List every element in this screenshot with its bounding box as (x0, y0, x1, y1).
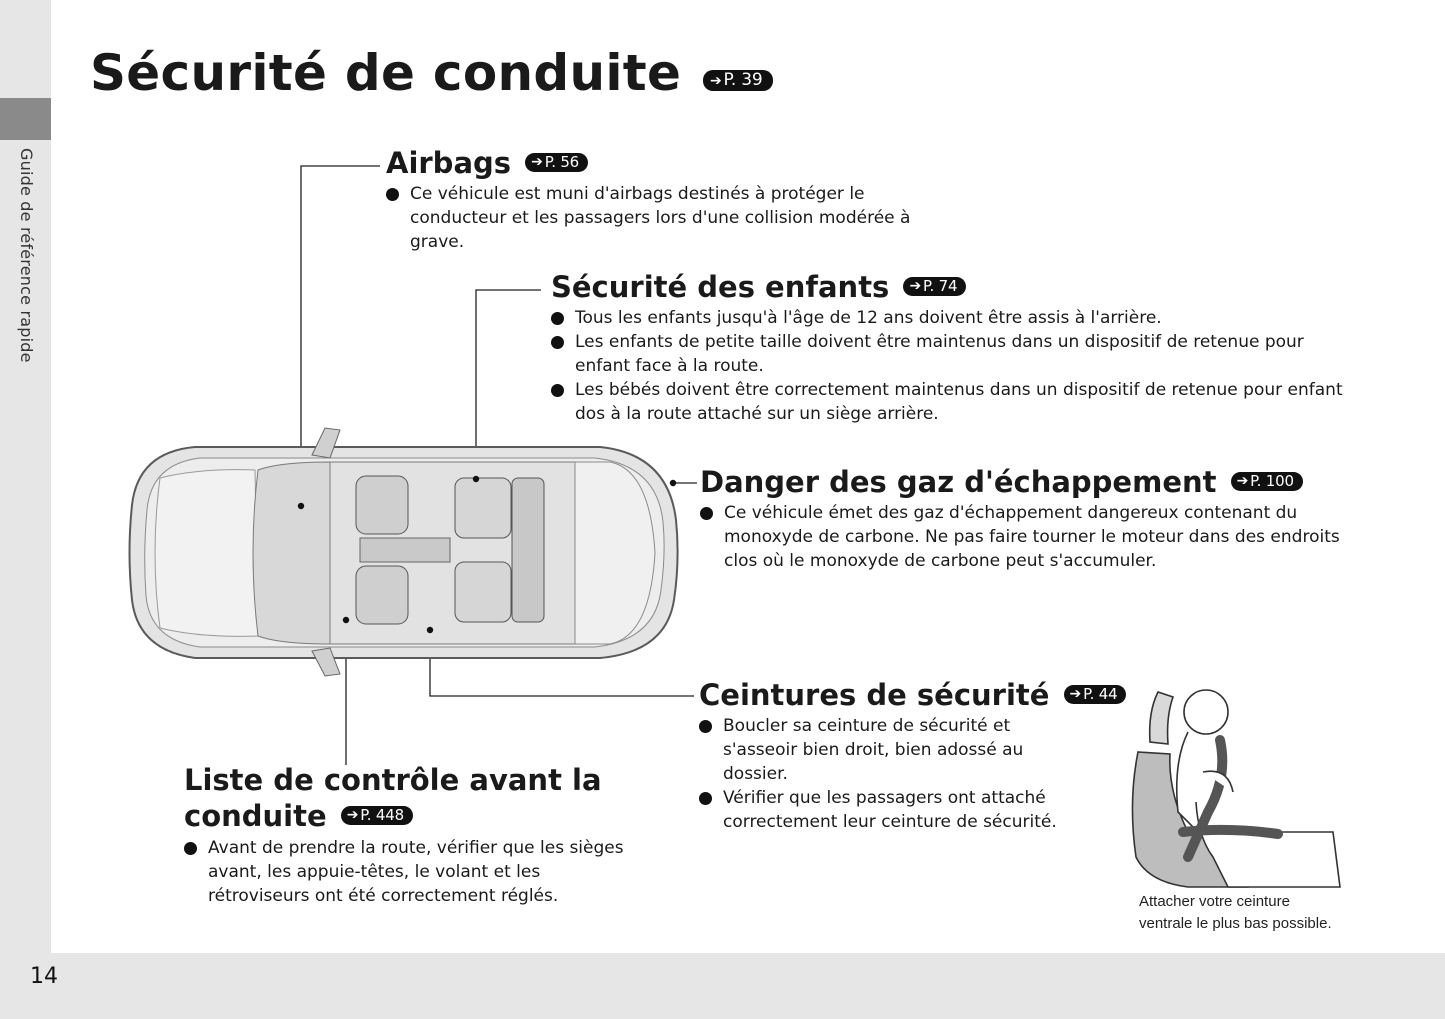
dot-airbag (298, 503, 304, 509)
seatbelts-bullets (699, 714, 1084, 834)
list-item: Les enfants de petite taille doivent être maintenus dans un dispositif de retenue pour enfant face à la route. (551, 330, 1346, 378)
arrow-icon: ➔ (909, 278, 921, 294)
section-seatbelts (699, 678, 1118, 834)
list-item: Vérifier que les passagers ont attaché correctement leur ceinture de sécurité. (699, 786, 1084, 834)
dot-checklist (343, 617, 349, 623)
arrow-icon: ➔ (709, 72, 722, 89)
checklist-bullets (184, 836, 644, 908)
checklist-ref-badge[interactable]: ➔ P. 448 (341, 806, 413, 825)
arrow-icon: ➔ (1236, 473, 1249, 489)
exhaust-bullets (700, 501, 1340, 573)
airbags-bullets (386, 182, 966, 254)
section-checklist (184, 762, 654, 908)
list-item: Tous les enfants jusqu'à l'âge de 12 ans doivent être assis à l'arrière. (551, 306, 1346, 330)
front-seat-driver (356, 476, 408, 534)
dot-child-seat (473, 476, 479, 482)
dot-seatbelt (427, 627, 433, 633)
section-exhaust (700, 465, 1360, 573)
list-item: Boucler sa ceinture de sécurité et s'asseoir bien droit, bien adossé au dossier. (699, 714, 1084, 786)
car-top-view (130, 428, 678, 676)
children-ref-badge[interactable]: ➔ P. 74 (903, 277, 966, 296)
list-item: Les bébés doivent être correctement maintenus dans un dispositif de retenue pour enfant dos à la route attaché sur un siège arrière. (551, 378, 1346, 426)
seatbelt-caption: Attacher votre ceinture ventrale le plus bas possible. (1139, 893, 1332, 932)
airbags-heading: Airbags ➔ P. 56 (386, 146, 986, 180)
section-airbags (386, 146, 986, 254)
arrow-icon: ➔ (1069, 686, 1082, 702)
list-item: Avant de prendre la route, vérifier que les sièges avant, les appuie-têtes, le volant et les rétroviseurs ont été correctement réglés. (184, 836, 644, 908)
seatbelts-ref-badge[interactable]: ➔ P. 44 (1064, 685, 1127, 704)
exhaust-heading: Danger des gaz d'échappement ➔ P. 100 (700, 465, 1360, 499)
sidebar-label: Guide de référence rapide (17, 148, 36, 363)
arrow-icon: ➔ (531, 154, 543, 170)
rear-seat-left (455, 478, 511, 538)
dot-exhaust (670, 480, 676, 486)
page-title-text: Sécurité de conduite (90, 44, 682, 102)
seatbelts-heading: Ceintures de sécurité ➔ P. 44 (699, 678, 1109, 712)
children-heading: Sécurité des enfants ➔ P. 74 (551, 270, 1351, 304)
exhaust-ref-badge[interactable]: ➔ P. 100 (1231, 472, 1303, 491)
checklist-heading: Liste de contrôle avant la conduite ➔ P. 448 (184, 763, 602, 833)
section-children (551, 270, 1351, 426)
children-bullets (551, 306, 1346, 426)
seatbelt-figure (1128, 682, 1348, 894)
page-number: 14 (30, 964, 58, 989)
arrow-icon: ➔ (346, 807, 359, 823)
page-ref-badge[interactable]: ➔ P. 39 (703, 70, 773, 91)
airbags-ref-badge[interactable]: ➔ P. 56 (525, 153, 588, 172)
list-item: Ce véhicule émet des gaz d'échappement dangereux contenant du monoxyde de carbone. Ne pas faire tourner le moteur dans des endroits clos où le monoxyde de carbone peut s'accumuler. (700, 501, 1340, 573)
list-item: Ce véhicule est muni d'airbags destinés à protéger le conducteur et les passagers lors d'une collision modérée à grave. (386, 182, 966, 254)
front-seat-passenger (356, 566, 408, 624)
rear-seat-right (455, 562, 511, 622)
